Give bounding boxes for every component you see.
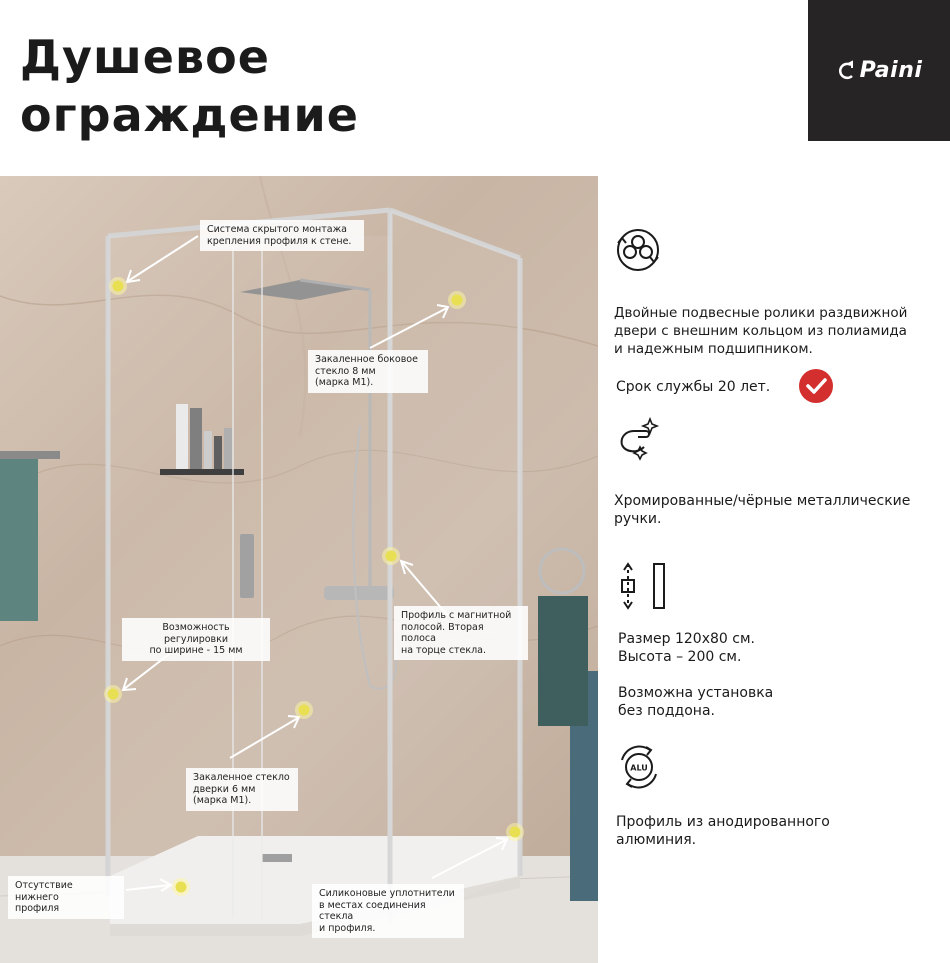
- feature-alu-text: Профиль из анодированного алюминия.: [616, 814, 830, 848]
- product-photo: [0, 176, 598, 963]
- logo-text: Paini: [859, 58, 923, 83]
- callout-no-bottom: Отсутствие нижнего профиля: [8, 876, 124, 919]
- callout-width-adjust: Возможность регулировки по ширине - 15 мм: [122, 618, 270, 661]
- brand-logo: [808, 0, 950, 141]
- callout-silicone-seals: Силиконовые уплотнители в местах соединения стекла и профиля.: [312, 884, 464, 938]
- size-icon: [618, 562, 668, 610]
- title-line-1: Душевое: [20, 30, 270, 84]
- feature-handles-text: Хромированные/чёрные металлические ручки.: [614, 493, 911, 527]
- alu-icon-label: ALU: [630, 763, 648, 773]
- feature-rollers-text: Двойные подвесные ролики раздвижной двери с внешним кольцом из полиамида и надежным подшипником.: [614, 305, 908, 357]
- check-icon: [798, 368, 834, 404]
- alu-icon: [616, 744, 662, 790]
- callout-side-glass: Закаленное боковое стекло 8 мм (марка М1).: [308, 350, 428, 393]
- callout-door-glass: Закаленное стекло дверки 6 мм (марка М1).: [186, 768, 298, 811]
- feature-lifetime-text: Срок службы 20 лет.: [616, 379, 771, 395]
- rollers-icon: [614, 225, 662, 275]
- callout-magnetic-profile: Профиль с магнитной полосой. Вторая полоса на торце стекла.: [394, 606, 528, 660]
- feature-no-tray-text: Возможна установка без поддона.: [618, 685, 774, 719]
- callout-hidden-mount: Система скрытого монтажа крепления профиля к стене.: [200, 220, 364, 251]
- shower-illustration: [0, 176, 598, 963]
- hand-sparkle-icon: [616, 415, 662, 461]
- title-line-2: ограждение: [20, 88, 359, 142]
- page-title: [20, 28, 359, 144]
- feature-size-text: Размер 120х80 см. Высота – 200 см.: [618, 631, 755, 665]
- logo-mark-icon: [836, 60, 858, 82]
